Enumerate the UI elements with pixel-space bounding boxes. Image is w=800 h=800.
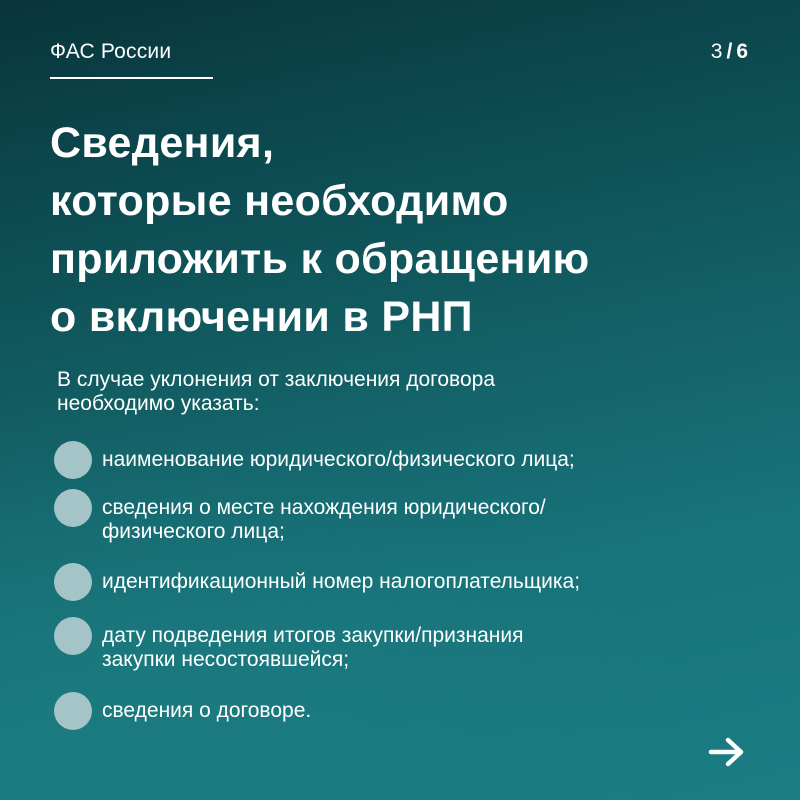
- bullet-icon: [54, 563, 92, 601]
- list-item-line: сведения о договоре.: [102, 699, 312, 722]
- list-item-text: [102, 448, 782, 472]
- list-item-line: дату подведения итогов закупки/признания: [102, 624, 524, 647]
- brand-underline: [50, 77, 213, 79]
- brand-label: ФАС России: [50, 40, 172, 63]
- list-item-text: [102, 624, 782, 672]
- page-total: 6: [736, 40, 748, 63]
- list-item-line: наименование юридического/физического лица;: [102, 448, 575, 471]
- title-line: которые необходимо: [50, 177, 509, 225]
- bullet-icon: [54, 441, 92, 479]
- list-item-text: [102, 570, 782, 594]
- title-line: о включении в РНП: [50, 293, 473, 341]
- list-item-line: физического лица;: [102, 520, 285, 543]
- bullet-icon: [54, 692, 92, 730]
- bullet-icon: [54, 489, 92, 527]
- bullet-icon: [54, 617, 92, 655]
- list-item-line: сведения о месте нахождения юридического/: [102, 496, 546, 519]
- intro-line: В случае уклонения от заключения договора: [57, 368, 495, 391]
- page-current: 3: [710, 40, 723, 63]
- intro-line: необходимо указать:: [57, 392, 260, 415]
- title-line: Сведения,: [50, 119, 275, 167]
- list-item-text: [102, 496, 782, 544]
- title-line: приложить к обращению: [50, 235, 590, 283]
- page-title: [50, 114, 770, 346]
- page-separator: /: [726, 40, 733, 63]
- list-item-line: идентификационный номер налогоплательщика;: [102, 570, 581, 593]
- list-item-text: [102, 699, 782, 723]
- arrow-right-icon[interactable]: [708, 736, 746, 768]
- list-item-line: закупки несостоявшейся;: [102, 648, 350, 671]
- intro-text: [57, 368, 757, 416]
- page-indicator: [711, 40, 748, 64]
